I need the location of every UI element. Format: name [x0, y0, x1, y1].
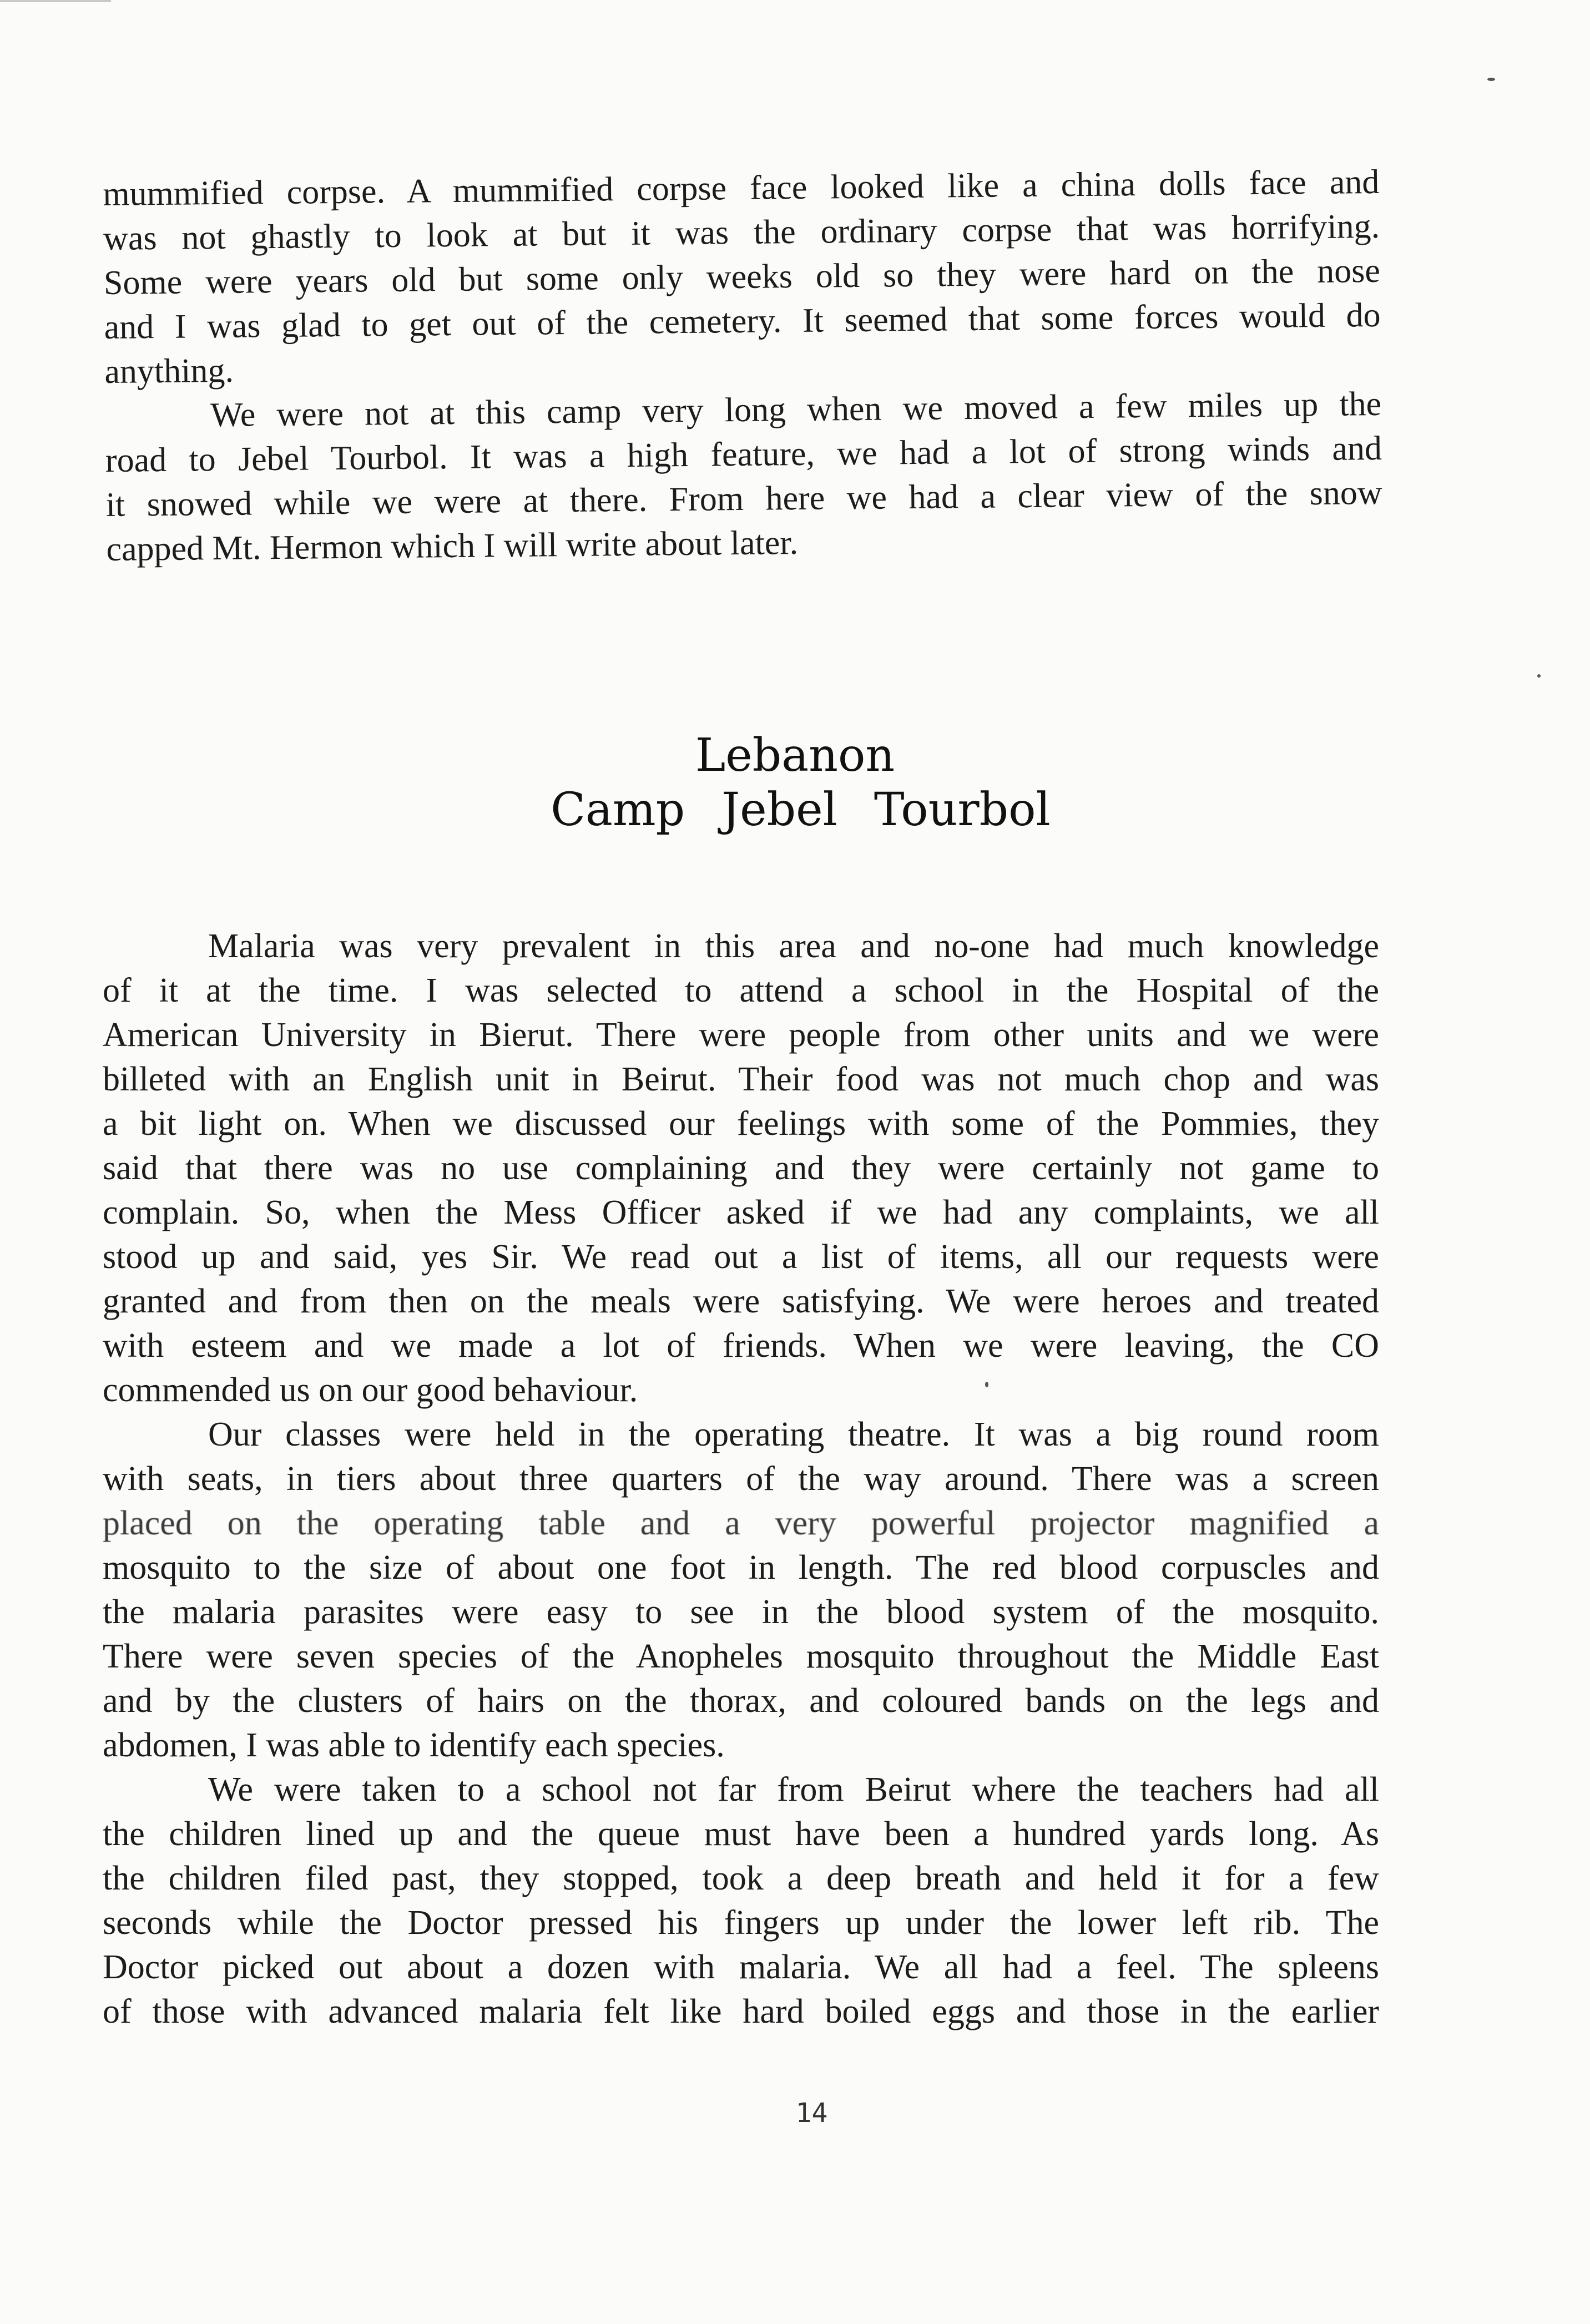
text-line: abdomen, I was able to identify each species. — [103, 1726, 725, 1764]
text-line: Our classes were held in the operating theatre. It was a big round room — [208, 1416, 1379, 1453]
text-line: of it at the time. I was selected to attend a school in the Hospital of the — [103, 972, 1379, 1009]
text-line: granted and from then on the meals were satisfying. We were heroes and treated — [103, 1282, 1379, 1320]
section-heading-country: Lebanon — [695, 729, 895, 782]
text-line: complain. So, when the Mess Officer asked if we had any complaints, we all — [103, 1194, 1379, 1231]
text-line: Doctor picked out about a dozen with malaria. We all had a feel. The spleens — [103, 1948, 1379, 1986]
text-line: We were not at this camp very long when we moved a few miles up the — [210, 385, 1382, 435]
text-line: of those with advanced malaria felt like hard boiled eggs and those in the earlier — [103, 1993, 1379, 2030]
text-line: We were taken to a school not far from Beirut where the teachers had all — [208, 1771, 1379, 1808]
text-line: was not ghastly to look at but it was the ordinary corpse that was horrifying. — [103, 207, 1380, 257]
text-line: the malaria parasites were easy to see in the blood system of the mosquito. — [103, 1593, 1379, 1631]
scan-speck — [1537, 674, 1541, 678]
paragraph-5 — [103, 1767, 1379, 2034]
paragraph-1 — [103, 160, 1381, 394]
text-line: stood up and said, yes Sir. We read out a list of items, all our requests were — [103, 1238, 1379, 1276]
text-line: a bit light on. When we discussed our feelings with some of the Pommies, they — [103, 1105, 1379, 1143]
text-line: mummified corpse. A mummified corpse face looked like a china dolls face and — [103, 163, 1380, 213]
text-line: with seats, in tiers about three quarters of the way around. There was a screen — [103, 1460, 1379, 1498]
text-line: mosquito to the size of about one foot in length. The red blood corpuscles and — [103, 1549, 1379, 1587]
scan-speck — [1487, 78, 1495, 81]
text-line: capped Mt. Hermon which I will write about later. — [106, 524, 799, 568]
text-line: commended us on our good behaviour. — [103, 1371, 638, 1409]
text-line: with esteem and we made a lot of friends. When we were leaving, the CO — [103, 1327, 1379, 1365]
text-line: There were seven species of the Anopheles mosquito throughout the Middle East — [103, 1638, 1379, 1675]
text-line: said that there was no use complaining and they were certainly not game to — [103, 1149, 1379, 1187]
text-line: road to Jebel Tourbol. It was a high feature, we had a lot of strong winds and — [105, 429, 1382, 479]
text-line: American University in Bierut. There were people from other units and we were — [103, 1016, 1379, 1054]
text-line: and by the clusters of hairs on the thorax, and coloured bands on the legs and — [103, 1682, 1379, 1720]
page-number: 14 — [795, 2098, 828, 2129]
section-heading-camp: Camp Jebel Tourbol — [551, 784, 1051, 836]
text-line: and I was glad to get out of the cemetery. It seemed that some forces would do — [104, 296, 1381, 346]
paragraph-4 — [103, 1412, 1379, 1767]
scan-edge-mark — [0, 0, 111, 2]
text-line: seconds while the Doctor pressed his fingers up under the lower left rib. The — [103, 1904, 1379, 1942]
text-line: the children filed past, they stopped, took a deep breath and held it for a few — [103, 1860, 1379, 1897]
text-line: anything. — [104, 351, 234, 391]
text-line: Malaria was very prevalent in this area and no-one had much knowledge — [208, 927, 1379, 965]
paragraph-3 — [103, 924, 1379, 1412]
text-line: billeted with an English unit in Beirut. Their food was not much chop and was — [103, 1060, 1379, 1098]
text-line: Some were years old but some only weeks old so they were hard on the nose — [103, 251, 1381, 302]
text-line: the children lined up and the queue must have been a hundred yards long. As — [103, 1815, 1379, 1853]
main-text — [103, 924, 1379, 2034]
text-line: it snowed while we were at there. From here we had a clear view of the snow — [105, 473, 1382, 524]
opening-text — [103, 160, 1383, 572]
text-line-faded: placed on the operating table and a very powerful projector magnified a — [103, 1504, 1379, 1542]
paragraph-2 — [105, 382, 1383, 572]
